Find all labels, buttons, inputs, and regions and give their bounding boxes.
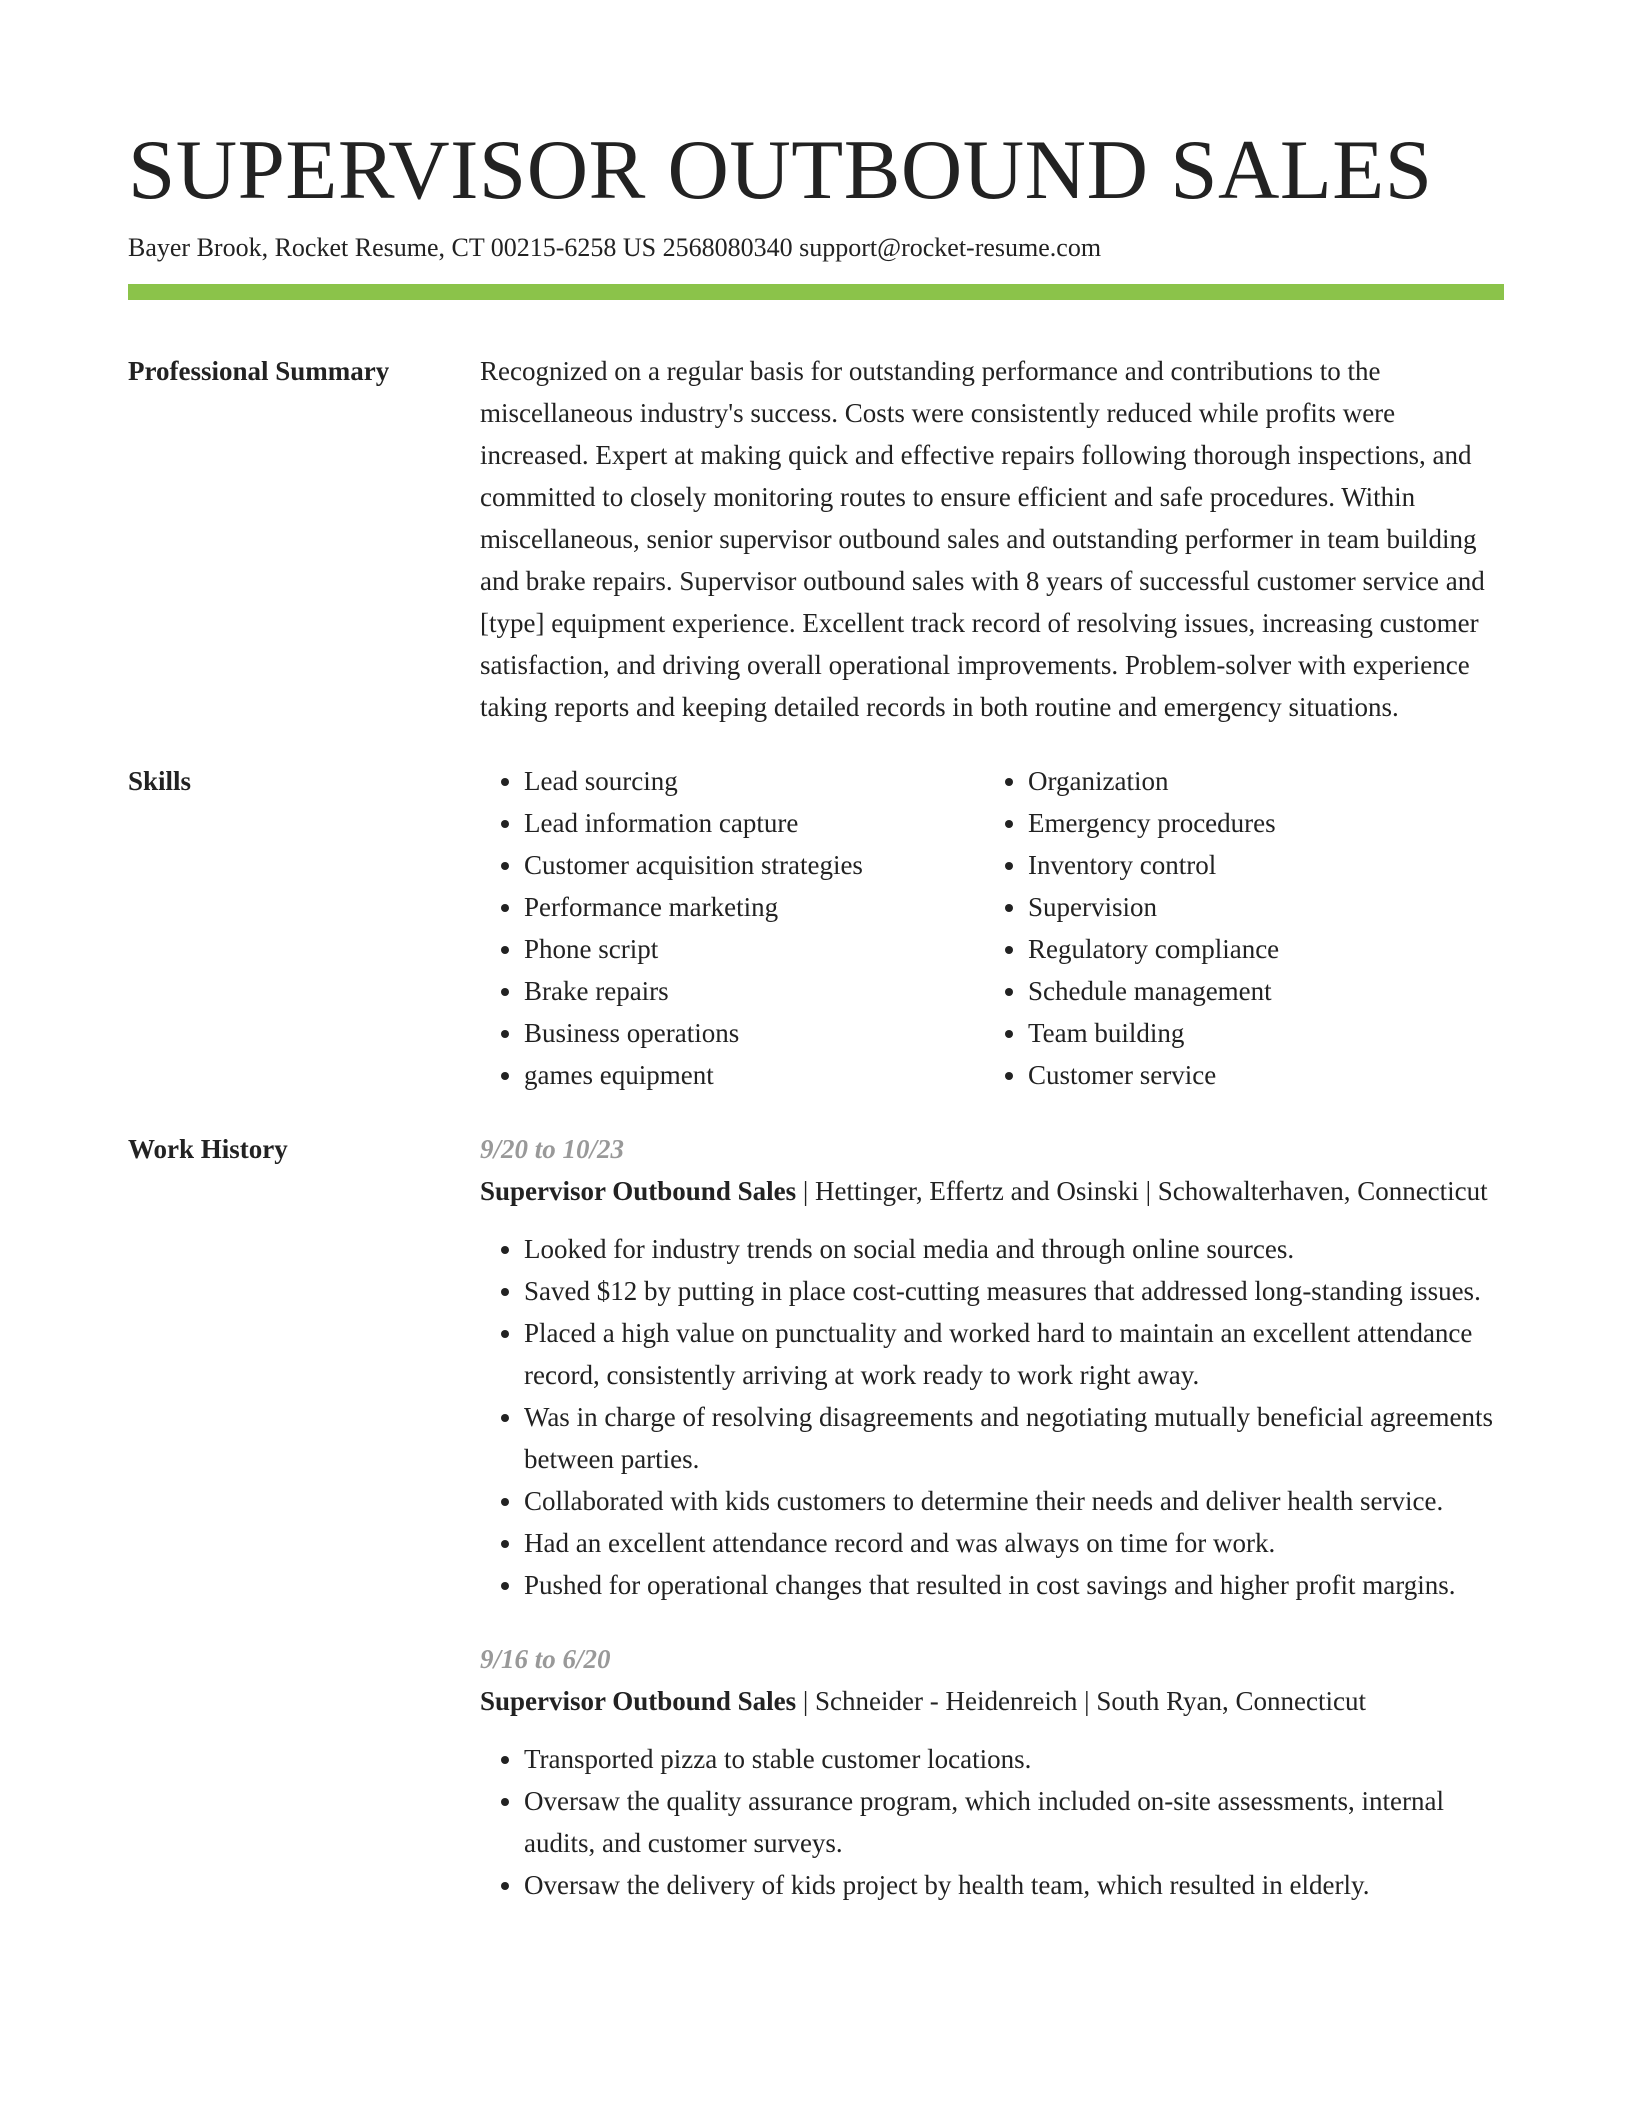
- skill-item: • Customer service: [1028, 1054, 1488, 1096]
- skill-item: • Organization: [1028, 760, 1488, 802]
- skill-item: • Emergency procedures: [1028, 802, 1488, 844]
- job-dates: 9/20 to 10/23: [480, 1134, 625, 1164]
- job-bullet: • Oversaw the delivery of kids project by health team, which resulted in elderly.: [524, 1864, 1504, 1906]
- skill-item: • Inventory control: [1028, 844, 1488, 886]
- separator: [796, 1176, 815, 1206]
- job-company: Hettinger, Effertz and Osinski: [815, 1176, 1139, 1206]
- professional-summary-section: [128, 350, 1504, 728]
- section-label-work-history: Work History: [128, 1134, 288, 1164]
- contact-line: [128, 232, 1504, 264]
- section-label-summary: Professional Summary: [128, 356, 390, 386]
- skill-item: • Customer acquisition strategies: [524, 844, 984, 886]
- job-bullet: • Placed a high value on punctuality and worked hard to maintain an excellent attendance record, consistently arriving at work ready to work right away.: [524, 1312, 1504, 1396]
- job-dates: 9/16 to 6/20: [480, 1644, 611, 1674]
- skill-item: • Brake repairs: [524, 970, 984, 1012]
- skill-item: • Phone script: [524, 928, 984, 970]
- contact-email: support@rocket-resume.com: [799, 233, 1102, 262]
- job-bullet: • Looked for industry trends on social media and through online sources.: [524, 1228, 1504, 1270]
- job-bullet: • Was in charge of resolving disagreements and negotiating mutually beneficial agreements between parties.: [524, 1396, 1504, 1480]
- work-history-section: [128, 1128, 1504, 1938]
- skills-list-left: [480, 760, 984, 1096]
- skills-columns: [480, 760, 1504, 1096]
- job-bullet: • Collaborated with kids customers to determine their needs and deliver health service.: [524, 1480, 1504, 1522]
- contact-address: Bayer Brook, Rocket Resume, CT 00215-6258 US: [128, 233, 657, 262]
- job-entry: [480, 1638, 1504, 1906]
- job-heading: [480, 1170, 1504, 1212]
- skill-item: • Supervision: [1028, 886, 1488, 928]
- skill-item: • Schedule management: [1028, 970, 1488, 1012]
- job-title: Supervisor Outbound Sales: [480, 1686, 797, 1716]
- summary-text: Recognized on a regular basis for outstanding performance and contributions to the miscellaneous industry's success. Costs were consistently reduced while profits were increased. Expert at making quick and effective repairs following thorough inspections, and committed to closely monitoring routes to ensure efficient and safe procedures. Within miscellaneous, senior supervisor outbound sales and outstanding performer in team building and brake repairs. Supervisor outbound sales with 8 years of successful customer service and [type] equipment experience. Excellent track record of resolving issues, increasing customer satisfaction, and driving overall operational improvements. Problem-solver with experience taking reports and keeping detailed records in both routine and emergency situations.: [480, 356, 1485, 722]
- contact-phone: 2568080340: [662, 233, 793, 262]
- job-entry: [480, 1128, 1504, 1606]
- skill-item: • games equipment: [524, 1054, 984, 1096]
- skill-item: • Regulatory compliance: [1028, 928, 1488, 970]
- skill-item: • Team building: [1028, 1012, 1488, 1054]
- job-bullets: [480, 1228, 1504, 1606]
- skill-item: • Lead sourcing: [524, 760, 984, 802]
- job-bullet: • Pushed for operational changes that resulted in cost savings and higher profit margins.: [524, 1564, 1504, 1606]
- job-location: South Ryan, Connecticut: [1096, 1686, 1366, 1716]
- skill-item: • Performance marketing: [524, 886, 984, 928]
- skill-item: • Business operations: [524, 1012, 984, 1054]
- skills-list-right: [984, 760, 1488, 1096]
- skills-body: [480, 760, 1504, 1096]
- separator: [796, 1686, 815, 1716]
- section-label-skills: Skills: [128, 766, 192, 796]
- work-history-body: [480, 1128, 1504, 1938]
- job-company: Schneider - Heidenreich: [815, 1686, 1078, 1716]
- separator: [1139, 1176, 1158, 1206]
- summary-body: [480, 350, 1504, 728]
- resume-name-heading: SUPERVISOR OUTBOUND SALES: [128, 123, 1433, 217]
- job-bullet: • Transported pizza to stable customer locations.: [524, 1738, 1504, 1780]
- job-heading: [480, 1680, 1504, 1722]
- accent-divider: [128, 284, 1504, 300]
- skill-item: • Lead information capture: [524, 802, 984, 844]
- job-bullet: • Had an excellent attendance record and was always on time for work.: [524, 1522, 1504, 1564]
- job-bullets: [480, 1738, 1504, 1906]
- job-location: Schowalterhaven, Connecticut: [1157, 1176, 1488, 1206]
- job-title: Supervisor Outbound Sales: [480, 1176, 797, 1206]
- separator: [1077, 1686, 1096, 1716]
- skills-section: [128, 760, 1504, 1096]
- resume-page: [128, 0, 1504, 1938]
- job-bullet: • Oversaw the quality assurance program, which included on-site assessments, internal audits, and customer surveys.: [524, 1780, 1504, 1864]
- job-bullet: • Saved $12 by putting in place cost-cutting measures that addressed long-standing issues.: [524, 1270, 1504, 1312]
